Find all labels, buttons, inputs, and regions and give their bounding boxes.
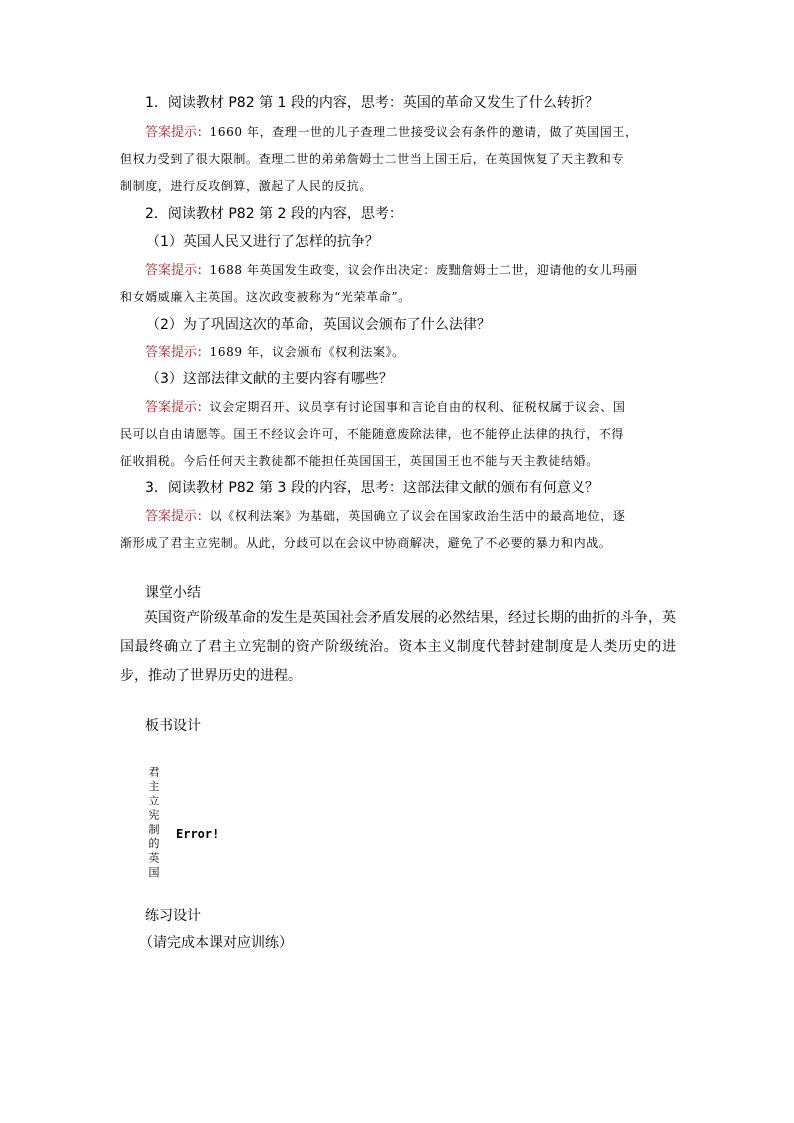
practice-note: （请完成本课对应训练）	[139, 935, 293, 951]
answer-1-line-2: 但权力受到了很大限制。查理二世的弟弟詹姆士二世当上国王后，在英国恢复了天主教和专	[120, 152, 625, 166]
answer-2-2-line-1: 答案提示：1689 年，议会颁布《权利法案》。	[145, 345, 405, 360]
answer-2-3-line-1: 答案提示：议会定期召开、议员享有讨论国事和言论自由的权利、征税权属于议会、国	[145, 400, 626, 415]
answer-3-line-2: 渐形成了君主立宪制。从此，分歧可以在会议中协商解决，避免了不必要的暴力和内战。	[120, 536, 612, 550]
board-vertical-title: 君主立宪制的英国	[147, 766, 160, 881]
answer-hint-label: 答案提示	[145, 345, 198, 360]
answer-2-1-line-2: 和女婿威廉入主英国。这次政变被称为“光荣革命”。	[120, 290, 411, 304]
summary-text: 英国资产阶级革命的发生是英国社会矛盾发展的必然结果，经过长期的曲折的斗争，英国最终确立了君主立宪制的资产阶级统治。资本主义制度代替封建制度是人类历史的进步，推动了世界历史的进程。	[120, 610, 676, 684]
board-heading: 板书设计	[145, 718, 201, 734]
answer-hint-label: 答案提示	[145, 400, 198, 415]
answer-1-line-3: 制制度，进行反攻倒算，激起了人民的反抗。	[120, 179, 373, 193]
answer-hint-label: 答案提示	[145, 263, 198, 278]
question-2: 2．阅读教材 P82 第 2 段的内容，思考：	[145, 206, 403, 222]
summary-heading: 课堂小结	[145, 585, 201, 601]
answer-hint-label: 答案提示	[145, 509, 198, 524]
answer-2-1-line-1: 答案提示：1688 年英国发生政变，议会作出决定：废黜詹姆士二世，迎请他的女儿玛丽	[145, 263, 638, 278]
practice-heading: 练习设计	[145, 908, 201, 924]
question-3: 3．阅读教材 P82 第 3 段的内容，思考：这部法律文献的颁布有何意义？	[145, 480, 599, 496]
answer-1-line-1: 答案提示：1660 年，查理一世的儿子查理二世接受议会有条件的邀请，做了英国国王，	[145, 125, 638, 140]
question-1: 1．阅读教材 P82 第 1 段的内容，思考：英国的革命又发生了什么转折？	[145, 95, 599, 111]
answer-3-line-1: 答案提示：以《权利法案》为基础，英国确立了议会在国家政治生活中的最高地位，逐	[145, 509, 626, 524]
board-error-text: Error!	[176, 827, 220, 841]
question-2-1: （1）英国人民又进行了怎样的抗争？	[146, 234, 379, 250]
question-2-2: （2）为了巩固这次的革命，英国议会颁布了什么法律？	[146, 317, 491, 333]
answer-2-3-line-3: 征收捐税。今后任何天主教徒都不能担任英国国王，英国国王也不能与天主教徒结婚。	[120, 454, 599, 468]
answer-hint-label: 答案提示	[145, 125, 198, 140]
answer-2-3-line-2: 民可以自由请愿等。国王不经议会许可，不能随意废除法律，也不能停止法律的执行，不得	[120, 427, 625, 441]
question-2-3: （3）这部法律文献的主要内容有哪些？	[146, 371, 393, 387]
